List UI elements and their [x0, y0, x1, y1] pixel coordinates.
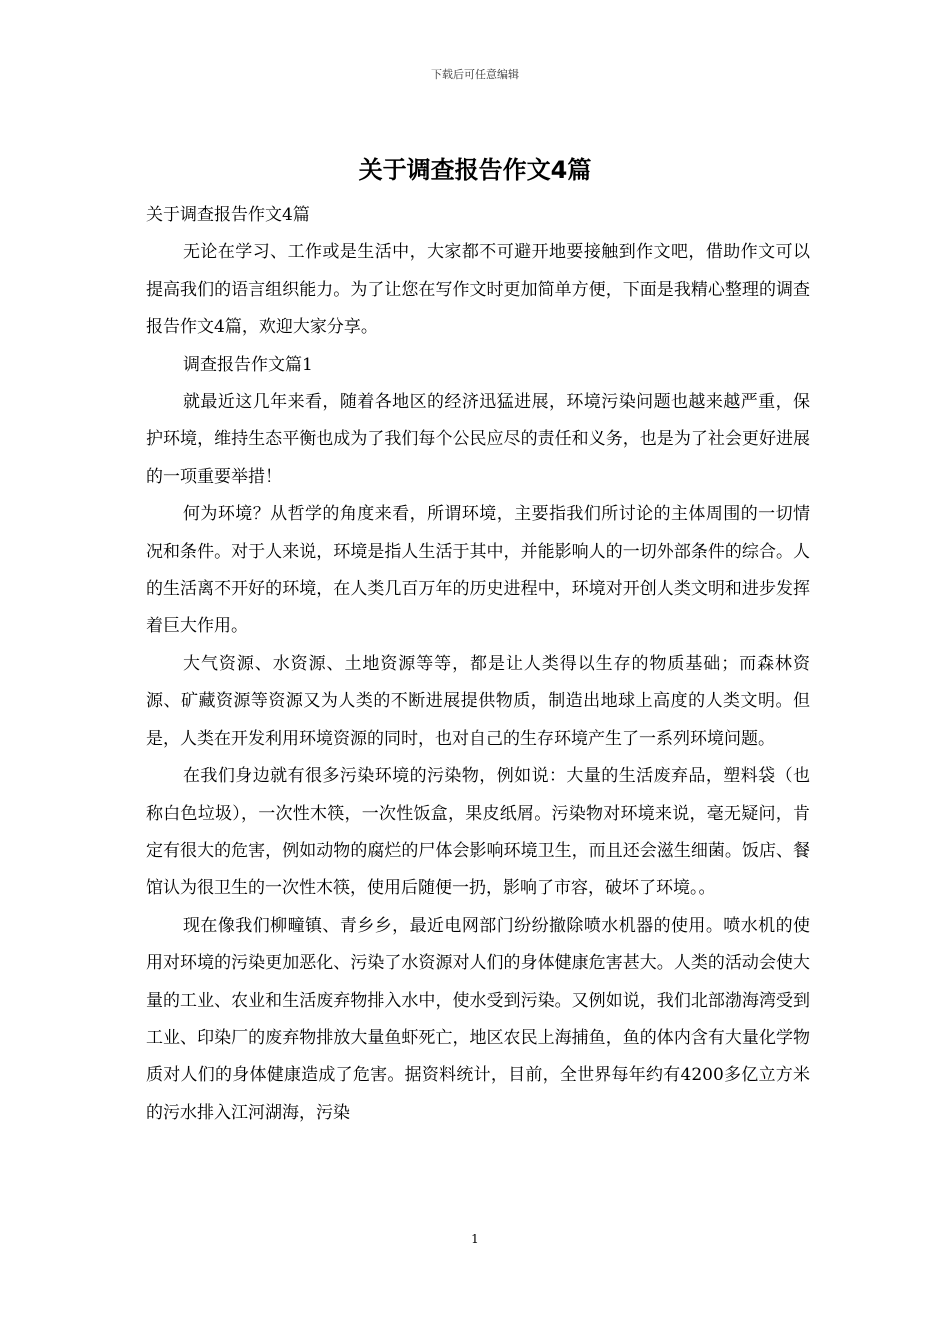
body-paragraph: 在我们身边就有很多污染环境的污染物，例如说：大量的生活废弃品，塑料袋（也称白色垃圾），一次性木筷，一次性饭盒，果皮纸屑。污染物对环境来说，毫无疑问，肯定有很大的危害，例如动物的腐烂的尸体会影响环境卫生，而且还会滋生细菌。饭店、餐馆认为很卫生的一次性木筷，使用后随便一扔，影响了市容，破坏了环境。。 — [146, 766, 810, 899]
section-heading: 调查报告作文篇1 — [183, 354, 313, 375]
header-note: 下载后可任意编辑 — [431, 68, 519, 81]
body-paragraph: 何为环境？从哲学的角度来看，所谓环境，主要指我们所讨论的主体周围的一切情况和条件。对于人来说，环境是指人生活于其中，并能影响人的一切外部条件的综合。人的生活离不开好的环境，在人类几百万年的历史进程中，环境对开创人类文明和进步发挥着巨大作用。 — [146, 504, 810, 637]
body-paragraph: 现在像我们柳疃镇、青乡乡，最近电网部门纷纷撤除喷水机器的使用。喷水机的使用对环境的污染更加恶化、污染了水资源对人们的身体健康危害甚大。人类的活动会使大量的工业、农业和生活废弃物排入水中，使水受到污染。又例如说，我们北部渤海湾受到工业、印染厂的废弃物排放大量鱼虾死亡，地区农民上海捕鱼，鱼的体内含有大量化学物质对人们的身体健康造成了危害。据资料统计，目前，全世界每年约有4200多亿立方米的污水排入江河湖海，污染 — [146, 915, 810, 1123]
body-paragraph: 大气资源、水资源、土地资源等等，都是让人类得以生存的物质基础；而森林资源、矿藏资源等资源又为人类的不断进展提供物质，制造出地球上高度的人类文明。但是，人类在开发利用环境资源的同时，也对自己的生存环境产生了一系列环境问题。 — [146, 653, 810, 749]
body-paragraph: 就最近这几年来看，随着各地区的经济迅猛进展，环境污染问题也越来越严重，保护环境，维持生态平衡也成为了我们每个公民应尽的责任和义务，也是为了社会更好进展的一项重要举措！ — [146, 392, 810, 487]
document-body — [146, 197, 810, 1132]
page-number: 1 — [471, 1232, 479, 1246]
document-title: 关于调查报告作文4篇 — [358, 156, 592, 184]
subtitle-paragraph: 关于调查报告作文4篇 — [146, 205, 310, 225]
intro-paragraph: 无论在学习、工作或是生活中，大家都不可避开地要接触到作文吧，借助作文可以提高我们的语言组织能力。为了让您在写作文时更加简单方便，下面是我精心整理的调查报告作文4篇，欢迎大家分享。 — [146, 242, 810, 338]
